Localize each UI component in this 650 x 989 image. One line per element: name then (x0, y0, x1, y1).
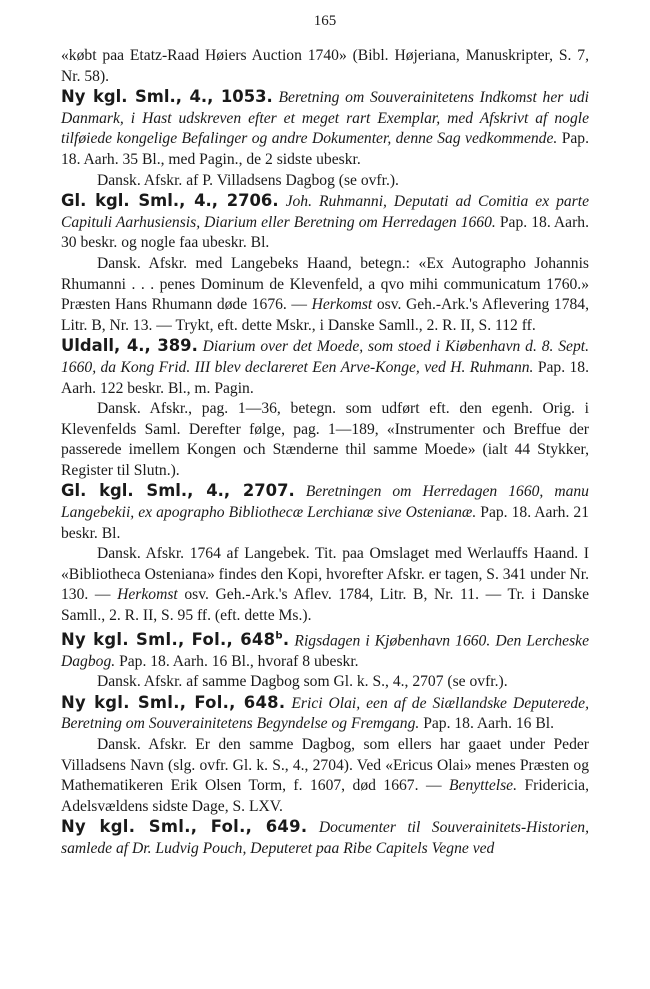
catalog-entry (61, 191, 589, 254)
entry-title: Documenter til Souverainitets-Historien, samlede af Dr. Ludvig Pouch, Deputeret paa Ribe Capitels Vegne ved (61, 819, 589, 858)
entry-title: Joh. Ruhmanni, Deputati ad Comitia ex parte Capituli Aarhusiensis, Diarium eller Beretning om Herredagen 1660. (61, 193, 590, 231)
catalog-entry (61, 481, 589, 544)
entry-note-text: Dansk. Afskr. 1764 af Langebek. Tit. paa Omslaget med Werlauffs Haand. I «Bibliotheca Osteniana» findes den Kopi, hvorefter Afskr. er tagen, S. 341 under Nr. 130. — (61, 545, 589, 604)
entry-note: Dansk. Afskr. af samme Dagbog som Gl. k. S., 4., 2707 (se ovfr.). (97, 673, 508, 691)
entry-note-italic: Benyttelse. (449, 777, 517, 795)
catalog-entry (61, 817, 589, 859)
page-body (61, 46, 589, 860)
entry-title: Beretning om Souverainitetens Indkomst her udi Danmark, i Hast udskreven efter et meget rart Exemplar, med Afskrivt af nogle tilføiede kongelige Befalinger og andre Dokumenter, denne Sag vedkommende. (61, 89, 589, 148)
entry-title: Erici Olai, een af de Siællandske Deputerede, Beretning om Souverainitetens Begyndelse og Fremgang. (61, 694, 589, 733)
entry-note (61, 735, 589, 817)
catalog-entry (61, 627, 589, 673)
entry-heading (61, 630, 289, 649)
catalog-entry (61, 693, 589, 735)
entry-description: Pap. 18. Aarh. 16 Bl. (423, 715, 554, 733)
entry-heading-main: Ny kgl. Sml., Fol., 648 (61, 630, 276, 650)
entry-heading-end: . (282, 630, 290, 650)
entry-note-tail: osv. Geh.-Ark.'s Aflevering 1784, Litr. B, Nr. 13. — Trykt, eft. dette Mskr., i Danske Samll., 2. R. II, S. 112 ff. (61, 296, 589, 334)
entry-title: Beretningen om Herredagen 1660, manu Langebekii, ex apographo Bibliothecæ Lerchianæ sive Ostenianæ. (61, 483, 589, 522)
entry-note-tail: osv. Geh.-Ark.'s Aflev. 1784, Litr. B, Nr. 11. — Tr. i Danske Samll., 2. R. II, S. 95 ff. (eft. dette Ms.). (61, 586, 590, 625)
entry-heading: Gl. kgl. Sml., 4., 2706. (61, 191, 279, 211)
entry-note-italic: Herkomst (117, 586, 178, 604)
entry-note (61, 544, 589, 626)
entry-heading: Uldall, 4., 389. (61, 336, 198, 356)
entry-title: Rigsdagen i Kjøbenhavn 1660. Den Lercheske Dagbog. (61, 632, 590, 670)
entry-description: Pap. 18. Aarh. 122 beskr. Bl., m. Pagin. (61, 358, 589, 397)
entry-heading-superscript: b (275, 630, 283, 642)
catalog-entry (61, 87, 589, 170)
entry-description: Pap. 18. Aarh. 30 beskr. og nogle faa ubeskr. Bl. (61, 213, 589, 252)
entry-note-tail: Fridericia, Adelsvældens sidste Dage, S. LXV. (61, 777, 589, 815)
entry-description: Pap. 18. Aarh. 35 Bl., med Pagin., de 2 sidste ubeskr. (61, 130, 589, 168)
entry-heading: Gl. kgl. Sml., 4., 2707. (61, 481, 295, 501)
intro-paragraph: «købt paa Etatz-Raad Høiers Auction 1740» (Bibl. Højeriana, Manuskripter, S. 7, Nr. 58). (61, 47, 589, 85)
entry-note: Dansk. Afskr., pag. 1—36, betegn. som udført eft. den egenh. Orig. i Klevenfelds Saml. Derefter følge, pag. 1—189, «Instrumenter och Breffue der passerede imellem Kongen och Stænderne thil samme Moede» (ialt 44 Stykker, Register til Slutn.). (61, 400, 589, 479)
entry-heading: Ny kgl. Sml., Fol., 649. (61, 817, 308, 837)
catalog-entry (61, 336, 589, 399)
entry-description: Pap. 18. Aarh. 21 beskr. Bl. (61, 504, 589, 542)
entry-note-italic: Herkomst (311, 296, 373, 314)
entry-note-text: Dansk. Afskr. Er den samme Dagbog, som ellers har gaaet under Peder Villadsens Navn (slg. ovfr. Gl. k. S., 4., 2704). Ved «Ericus Olai» menes Præsten og Mathematikeren Erik Olsen Torm, f. 1607, død 1667. — (61, 736, 589, 795)
page-number: 165 (313, 13, 337, 29)
entry-title: Diarium over det Moede, som stoed i Kiøbenhavn d. 8. Sept. 1660, da Kong Frid. III blev declareret Een Arve-Konge, ved H. Ruhmann. (61, 338, 589, 376)
entry-description: Pap. 18. Aarh. 16 Bl., hvoraf 8 ubeskr. (119, 652, 359, 670)
entry-note: Dansk. Afskr. af P. Villadsens Dagbog (se ovfr.). (97, 171, 399, 189)
entry-heading: Ny kgl. Sml., 4., 1053. (61, 87, 273, 107)
entry-note (61, 254, 589, 336)
entry-note-text: Dansk. Afskr. med Langebeks Haand, betegn.: «Ex Autographo Johannis Rhumanni . . . penes Dominum de Klevenfeld, a qvo mihi communicatum 1760.» Præsten Hans Rhumann døde 1676. — (61, 254, 589, 314)
entry-heading: Ny kgl. Sml., Fol., 648. (61, 692, 286, 712)
